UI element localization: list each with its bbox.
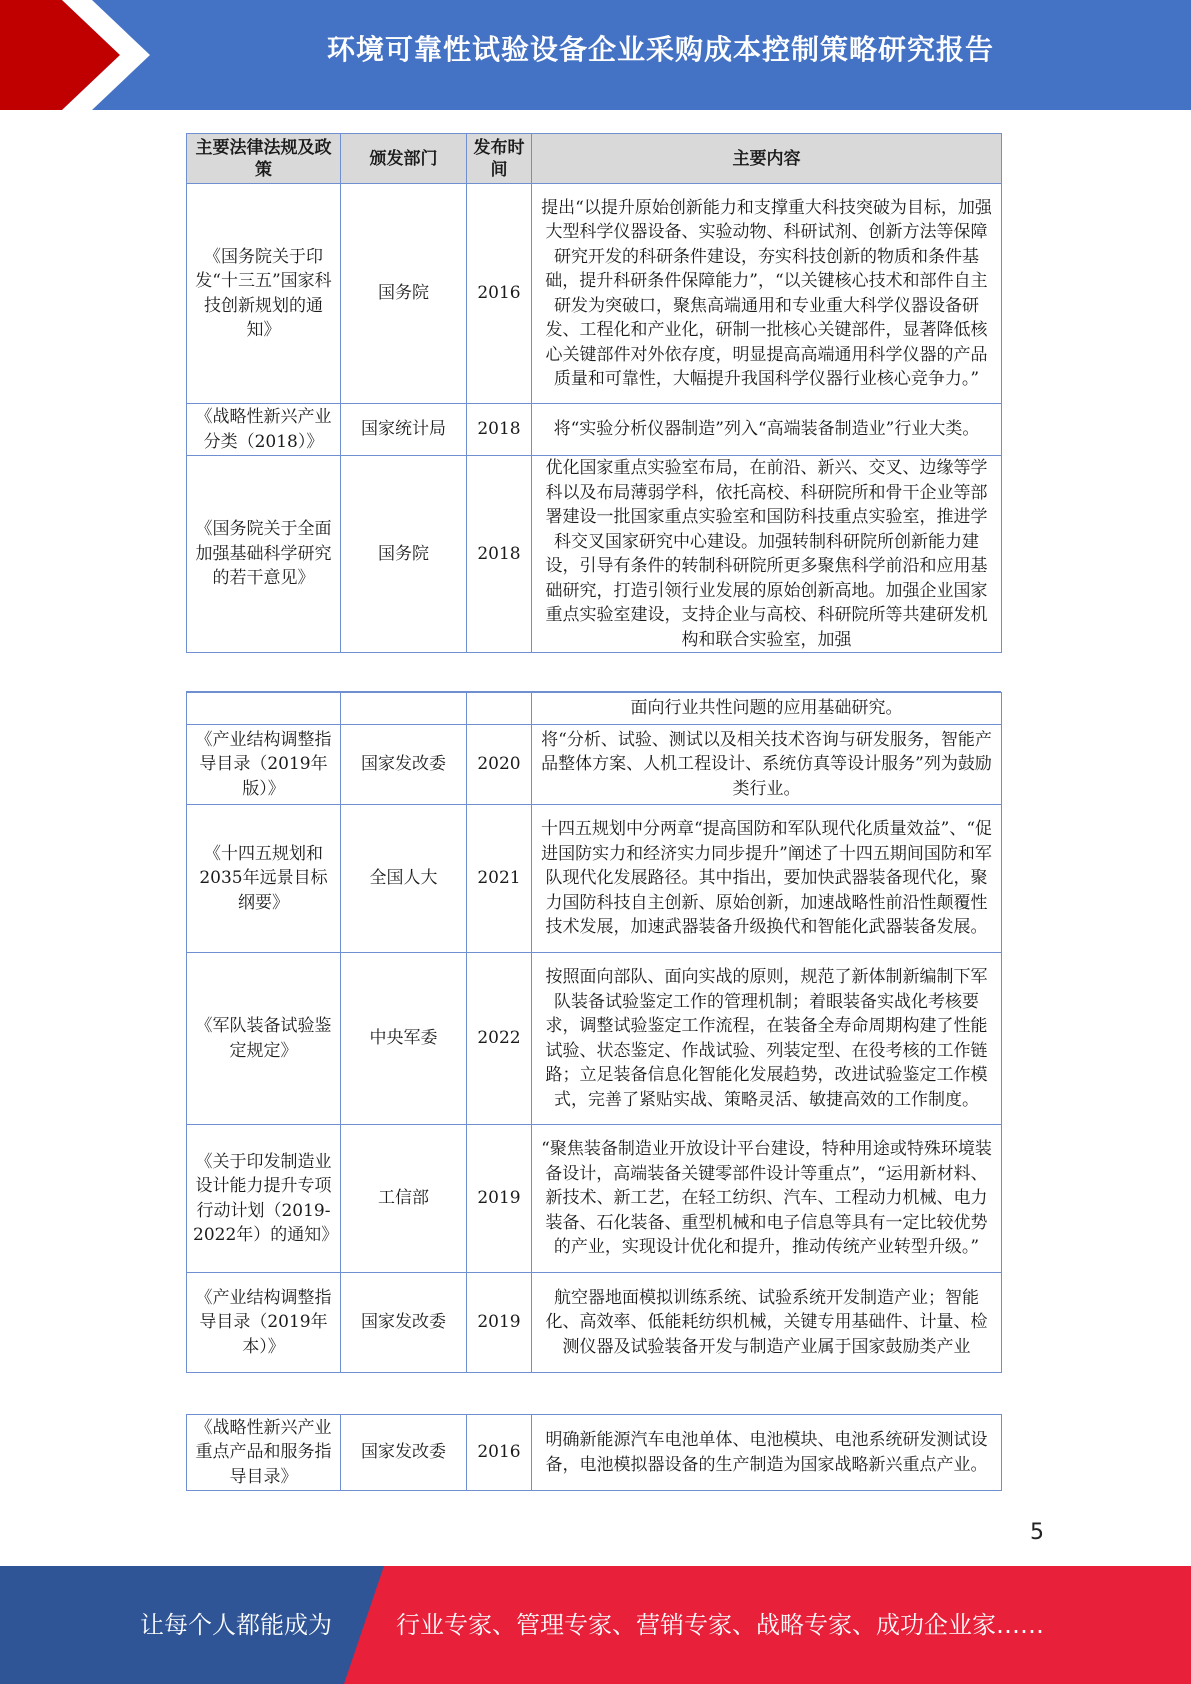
policy-content: 明确新能源汽车电池单体、电池模块、电池系统研发测试设备，电池模拟器设备的生产制造为国家战略新兴重点产业。 (532, 1415, 1002, 1491)
policy-name: 《战略性新兴产业分类（2018）》 (187, 404, 341, 456)
policy-name: 《产业结构调整指导目录（2019年本）》 (187, 1273, 341, 1373)
policy-table-part-2 (186, 692, 1002, 1373)
table-row (187, 725, 1002, 805)
issuing-dept: 国务院 (341, 184, 467, 404)
page-title: 环境可靠性试验设备企业采购成本控制策略研究报告 (326, 33, 994, 66)
issue-year: 2020 (467, 725, 532, 805)
column-header-dept: 颁发部门 (341, 134, 467, 184)
page-number: 5 (1030, 1520, 1044, 1545)
table-row (187, 184, 1002, 404)
issuing-dept: 国家发改委 (341, 1415, 467, 1491)
issuing-dept: 国家统计局 (341, 404, 467, 456)
issue-year: 2021 (467, 805, 532, 953)
policy-name: 《国务院关于印发“十三五”国家科技创新规划的通知》 (187, 184, 341, 404)
policy-name: 《关于印发制造业设计能力提升专项行动计划（2019-2022年）的通知》 (187, 1125, 341, 1273)
policy-table-part-1 (186, 133, 1002, 653)
table-row (187, 1415, 1002, 1491)
table-row (187, 1125, 1002, 1273)
policy-content: “聚焦装备制造业开放设计平台建设，特种用途或特殊环境装备设计，高端装备关键零部件设计等重点”，“运用新材料、新技术、新工艺，在轻工纺织、汽车、工程动力机械、电力装备、石化装备、重型机械和电子信息等具有一定比较优势的产业，实现设计优化和提升，推动传统产业转型升级。” (532, 1125, 1002, 1273)
footer-slogan-left: 让每个人都能成为 (140, 1611, 332, 1639)
column-header-content: 主要内容 (532, 134, 1002, 184)
issuing-dept: 国家发改委 (341, 1273, 467, 1373)
table-row (187, 805, 1002, 953)
issue-year: 2018 (467, 404, 532, 456)
issuing-dept: 工信部 (341, 1125, 467, 1273)
table-header-row (187, 134, 1002, 184)
issue-year (467, 693, 532, 725)
footer-banner (0, 1566, 1191, 1684)
policy-content: 提出“以提升原始创新能力和支撑重大科技突破为目标，加强大型科学仪器设备、实验动物、科研试剂、创新方法等保障研究开发的科研条件建设，夯实科技创新的物质和条件基础，提升科研条件保障能力”，“以关键核心技术和部件自主研发为突破口，聚焦高端通用和专业重大科学仪器设备研发、工程化和产业化，研制一批核心关键部件，显著降低核心关键部件对外依存度，明显提高高端通用科学仪器的产品质量和可靠性，大幅提升我国科学仪器行业核心竞争力。” (532, 184, 1002, 404)
header-banner (0, 0, 1191, 110)
policy-name: 《战略性新兴产业重点产品和服务指导目录》 (187, 1415, 341, 1491)
policy-name (187, 693, 341, 725)
issuing-dept: 中央军委 (341, 953, 467, 1125)
issue-year: 2016 (467, 1415, 532, 1491)
issue-year: 2022 (467, 953, 532, 1125)
policy-content: 将“实验分析仪器制造”列入“高端装备制造业”行业大类。 (532, 404, 1002, 456)
issuing-dept: 国务院 (341, 456, 467, 653)
table-row (187, 693, 1002, 725)
policy-name: 《军队装备试验鉴定规定》 (187, 953, 341, 1125)
issue-year: 2016 (467, 184, 532, 404)
column-header-policy: 主要法律法规及政策 (187, 134, 341, 184)
policy-content: 将“分析、试验、测试以及相关技术咨询与研发服务，智能产品整体方案、人机工程设计、系统仿真等设计服务”列为鼓励类行业。 (532, 725, 1002, 805)
footer-slogan-right: 行业专家、管理专家、营销专家、战略专家、成功企业家…… (396, 1611, 1044, 1639)
policy-name: 《十四五规划和2035年远景目标纲要》 (187, 805, 341, 953)
policy-name: 《国务院关于全面加强基础科学研究的若干意见》 (187, 456, 341, 653)
header-chevron-graphic (0, 0, 150, 110)
policy-content: 航空器地面模拟训练系统、试验系统开发制造产业；智能化、高效率、低能耗纺织机械，关键专用基础件、计量、检测仪器及试验装备开发与制造产业属于国家鼓励类产业 (532, 1273, 1002, 1373)
issue-year: 2018 (467, 456, 532, 653)
issue-year: 2019 (467, 1125, 532, 1273)
issuing-dept: 全国人大 (341, 805, 467, 953)
table-row (187, 953, 1002, 1125)
issuing-dept (341, 693, 467, 725)
policy-table-part-3 (186, 1414, 1002, 1491)
policy-content: 面向行业共性问题的应用基础研究。 (532, 693, 1002, 725)
table-row (187, 456, 1002, 653)
column-header-year: 发布时间 (467, 134, 532, 184)
table-row (187, 1273, 1002, 1373)
issue-year: 2019 (467, 1273, 532, 1373)
policy-content: 按照面向部队、面向实战的原则，规范了新体制新编制下军队装备试验鉴定工作的管理机制；着眼装备实战化考核要求，调整试验鉴定工作流程，在装备全寿命周期构建了性能试验、状态鉴定、作战试验、列装定型、在役考核的工作链路；立足装备信息化智能化发展趋势，改进试验鉴定工作模式，完善了紧贴实战、策略灵活、敏捷高效的工作制度。 (532, 953, 1002, 1125)
table-row (187, 404, 1002, 456)
policy-name: 《产业结构调整指导目录（2019年版）》 (187, 725, 341, 805)
policy-content: 十四五规划中分两章“提高国防和军队现代化质量效益”、“促进国防实力和经济实力同步提升”阐述了十四五期间国防和军队现代化发展路径。其中指出，要加快武器装备现代化，聚力国防科技自主创新、原始创新，加速战略性前沿性颠覆性技术发展，加速武器装备升级换代和智能化武器装备发展。 (532, 805, 1002, 953)
issuing-dept: 国家发改委 (341, 725, 467, 805)
policy-content: 优化国家重点实验室布局，在前沿、新兴、交叉、边缘等学科以及布局薄弱学科，依托高校、科研院所和骨干企业等部署建设一批国家重点实验室和国防科技重点实验室，推进学科交叉国家研究中心建设。加强转制科研院所创新能力建设，引导有条件的转制科研院所更多聚焦科学前沿和应用基础研究，打造引领行业发展的原始创新高地。加强企业国家重点实验室建设，支持企业与高校、科研院所等共建研发机构和联合实验室，加强 (532, 456, 1002, 653)
